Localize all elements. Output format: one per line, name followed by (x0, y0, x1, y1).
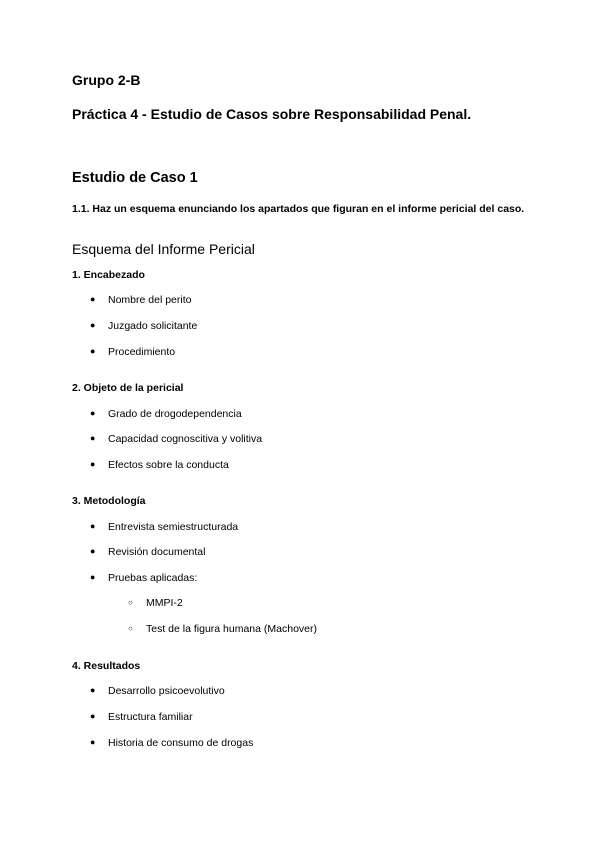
bullet-icon: ● (90, 737, 96, 747)
case-title: Estudio de Caso 1 (72, 170, 198, 186)
group-title: Grupo 2-B (72, 72, 141, 88)
section-heading-objeto: 2. Objeto de la pericial (72, 382, 184, 394)
list-item-text: Procedimiento (108, 346, 176, 358)
bullet-icon: ● (90, 685, 96, 695)
schema-title: Esquema del Informe Pericial (72, 241, 255, 257)
hollow-bullet-icon: ○ (128, 598, 133, 607)
section-heading-resultados: 4. Resultados (72, 660, 141, 672)
list-item-text: Pruebas aplicadas: (108, 572, 198, 584)
section-heading-encabezado: 1. Encabezado (72, 269, 145, 281)
hollow-bullet-icon: ○ (128, 624, 133, 633)
list-item-text: Estructura familiar (108, 711, 193, 723)
bullet-icon: ● (90, 459, 96, 469)
bullet-icon: ● (90, 320, 96, 330)
bullet-icon: ● (90, 572, 96, 582)
bullet-icon: ● (90, 711, 96, 721)
list-item-text: Nombre del perito (108, 294, 192, 306)
bullet-icon: ● (90, 294, 96, 304)
practice-title: Práctica 4 - Estudio de Casos sobre Responsabilidad Penal. (72, 106, 472, 122)
question-text: 1.1. Haz un esquema enunciando los apartados que figuran en el informe pericial del caso. (72, 203, 525, 215)
bullet-icon: ● (90, 546, 96, 556)
list-item-text: Historia de consumo de drogas (108, 737, 254, 749)
list-item-text: Test de la figura humana (Machover) (146, 623, 317, 635)
list-item-text: Juzgado solicitante (108, 320, 198, 332)
list-item-text: Revisión documental (108, 546, 206, 558)
list-item-text: Efectos sobre la conducta (108, 459, 229, 471)
list-item-text: Desarrollo psicoevolutivo (108, 685, 225, 697)
bullet-icon: ● (90, 346, 96, 356)
bullet-icon: ● (90, 408, 96, 418)
bullet-icon: ● (90, 521, 96, 531)
bullet-icon: ● (90, 433, 96, 443)
list-item-text: Grado de drogodependencia (108, 408, 242, 420)
section-heading-metodologia: 3. Metodología (72, 495, 146, 507)
list-item-text: Entrevista semiestructurada (108, 521, 239, 533)
list-item-text: MMPI-2 (146, 597, 183, 609)
list-item-text: Capacidad cognoscitiva y volitiva (108, 433, 263, 445)
